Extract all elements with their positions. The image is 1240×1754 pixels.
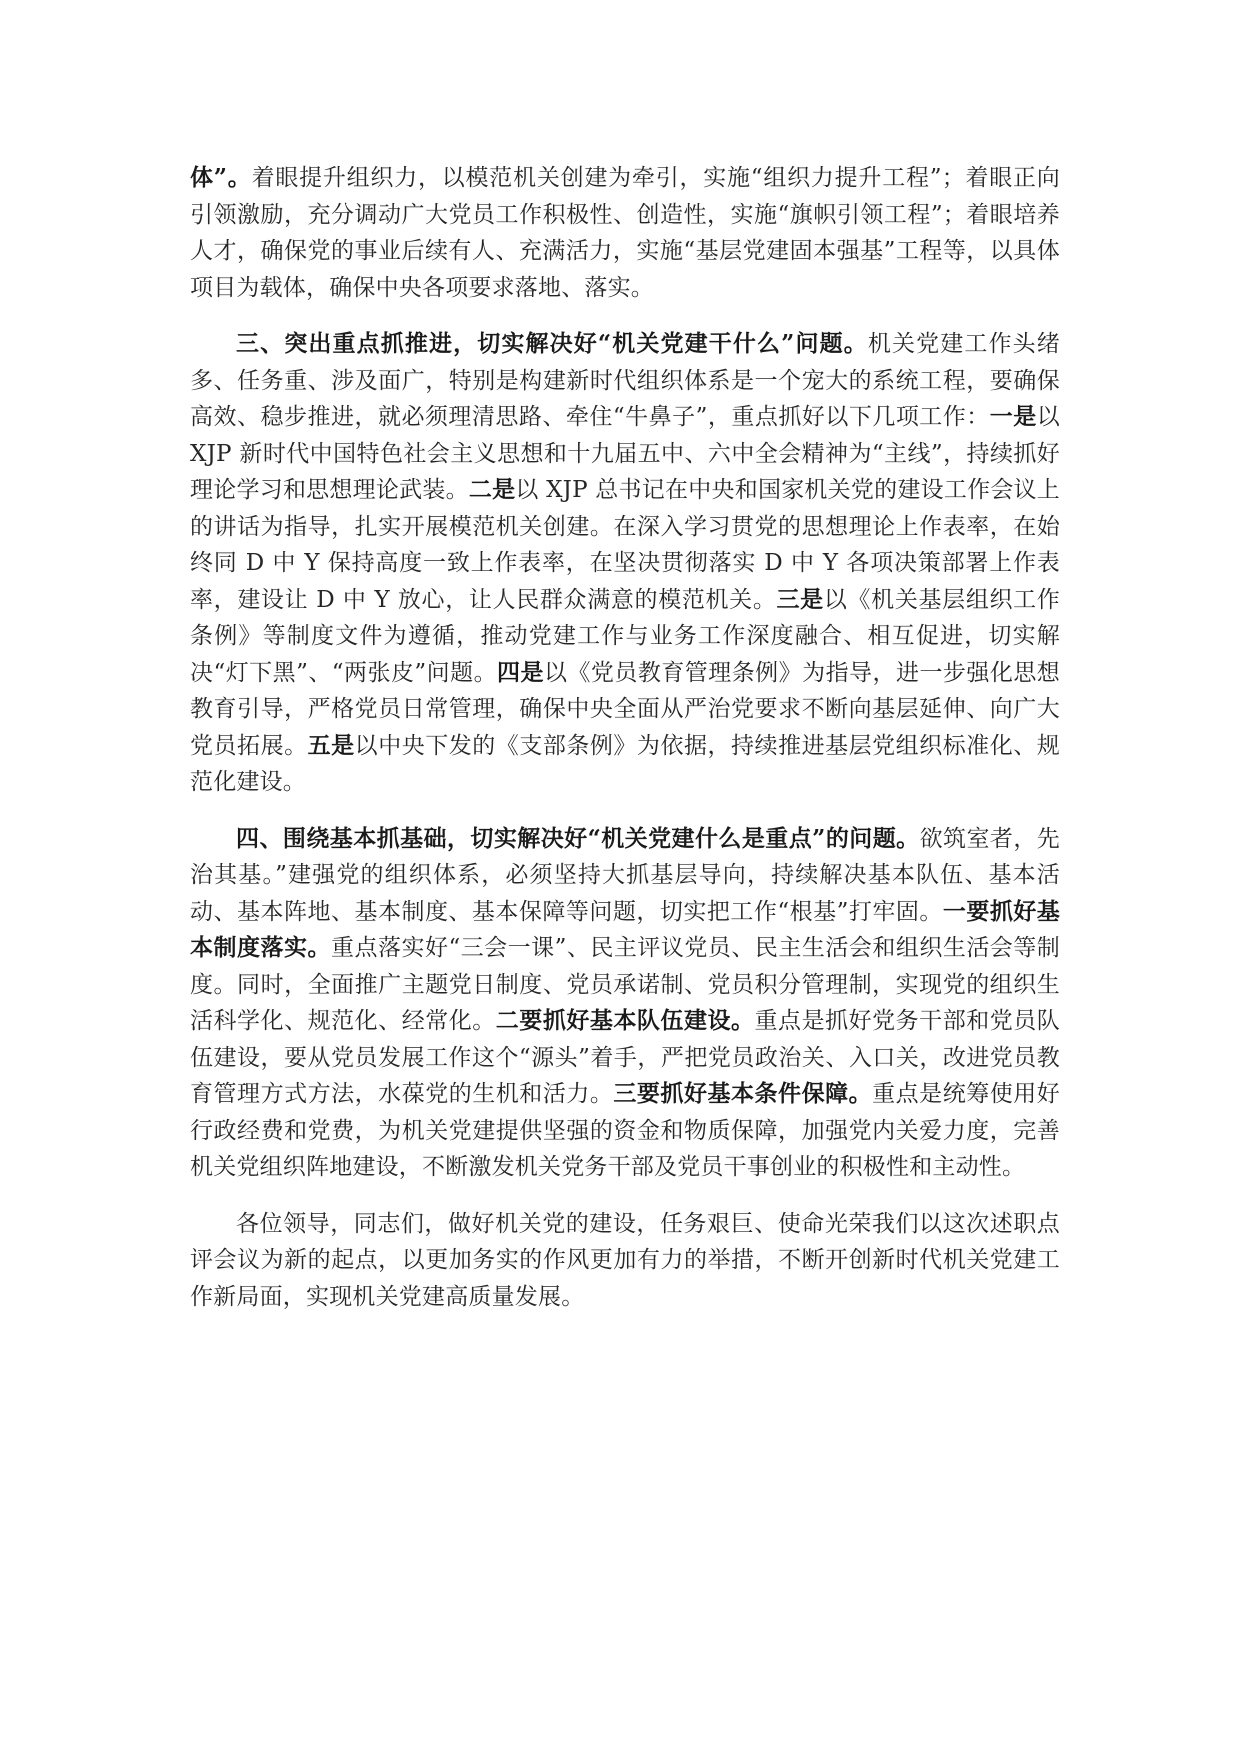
body-text: 以《党员教育管理条例》为指导，进一步强化思想教育引导，严格党员日常管理，确保中央全面从严治党要求不断向基层延伸、向广大党员拓展。	[190, 659, 1060, 759]
body-text: 以 XJP 新时代中国特色社会主义思想和十九届五中、六中全会精神为“主线”，持续抓好理论学习和思想理论武装。	[190, 404, 1060, 503]
bold-text: 三是	[776, 585, 824, 613]
paragraph-section-three	[190, 326, 1060, 801]
bold-text: 二是	[468, 476, 516, 503]
body-text: 以 XJP 总书记在中央和国家机关党的建设工作会议上的讲话为指导，扎实开展模范机关创建。在深入学习贯党的思想理论上作表率，在始终同 D 中 Y 保持高度一致上作表率，在坚决贯彻落实 D 中 Y 各项决策部署上作表率，建设让 D 中 Y 放心，让人民群众满意的模范机关。	[190, 477, 1060, 613]
bold-text: 体”。	[190, 164, 252, 191]
document-page	[190, 160, 1060, 1335]
section-heading: 三、突出重点抓推进，切实解决好“机关党建干什么”问题。	[236, 330, 868, 357]
body-text: 各位领导，同志们，做好机关党的建设，任务艰巨、使命光荣我们以这次述职点评会议为新的起点，以更加务实的作风更加有力的举措，不断开创新时代机关党建工作新局面，实现机关党建高质量发展。	[190, 1210, 1060, 1310]
bold-text: 五是	[307, 731, 355, 759]
bold-text: 一要抓好基本制度落实。	[190, 897, 1061, 961]
paragraph-section-four	[190, 821, 1060, 1186]
body-text: 重点是统筹使用好行政经费和党费，为机关党建提供坚强的资金和物质保障，加强党内关爱力度，完善机关党组织阵地建设，不断激发机关党务干部及党员干事创业的积极性和主动性。	[190, 1081, 1060, 1180]
bold-text: 四是	[497, 658, 544, 686]
bold-text: 一是	[989, 403, 1037, 430]
paragraph-closing	[190, 1206, 1060, 1316]
body-text: 欲筑室者，先治其基。”建强党的组织体系，必须坚持大抓基层导向，持续解决基本队伍、基本活动、基本阵地、基本制度、基本保障等问题，切实把工作“根基”打牢固。	[190, 825, 1060, 925]
body-text: 重点是抓好党务干部和党员队伍建设，要从党员发展工作这个“源头”着手，严把党员政治关、入口关，改进党员教育管理方式方法，水葆党的生机和活力。	[190, 1008, 1060, 1107]
body-text: 机关党建工作头绪多、任务重、涉及面广，特别是构建新时代组织体系是一个宠大的系统工程，要确保高效、稳步推进，就必须理清思路、牵住“牛鼻子”，重点抓好以下几项工作：	[190, 331, 1060, 430]
section-heading: 四、围绕基本抓基础，切实解决好“机关党建什么是重点”的问题。	[236, 824, 920, 852]
body-text: 重点落实好“三会一课”、民主评议党员、民主生活会和组织生活会等制度。同时，全面推广主题党日制度、党员承诺制、党员积分管理制，实现党的组织生活科学化、规范化、经常化。	[190, 935, 1060, 1034]
body-text: 着眼提升组织力，以模范机关创建为牵引，实施“组织力提升工程”；着眼正向引领激励，充分调动广大党员工作积极性、创造性，实施“旗帜引领工程”；着眼培养人才，确保党的事业后续有人、充满活力，实施“基层党建固本强基”工程等，以具体项目为载体，确保中央各项要求落地、落实。	[190, 165, 1060, 301]
paragraph-projects	[190, 160, 1060, 306]
bold-text: 三要抓好基本条件保障。	[613, 1080, 873, 1107]
bold-text: 二要抓好基本队伍建设。	[495, 1007, 755, 1034]
body-text: 以中央下发的《支部条例》为依据，持续推进基层党组织标准化、规范化建设。	[190, 732, 1061, 795]
body-text: 以《机关基层组织工作条例》等制度文件为遵循，推动党建工作与业务工作深度融合、相互促进，切实解决“灯下黑”、“两张皮”问题。	[190, 586, 1061, 686]
